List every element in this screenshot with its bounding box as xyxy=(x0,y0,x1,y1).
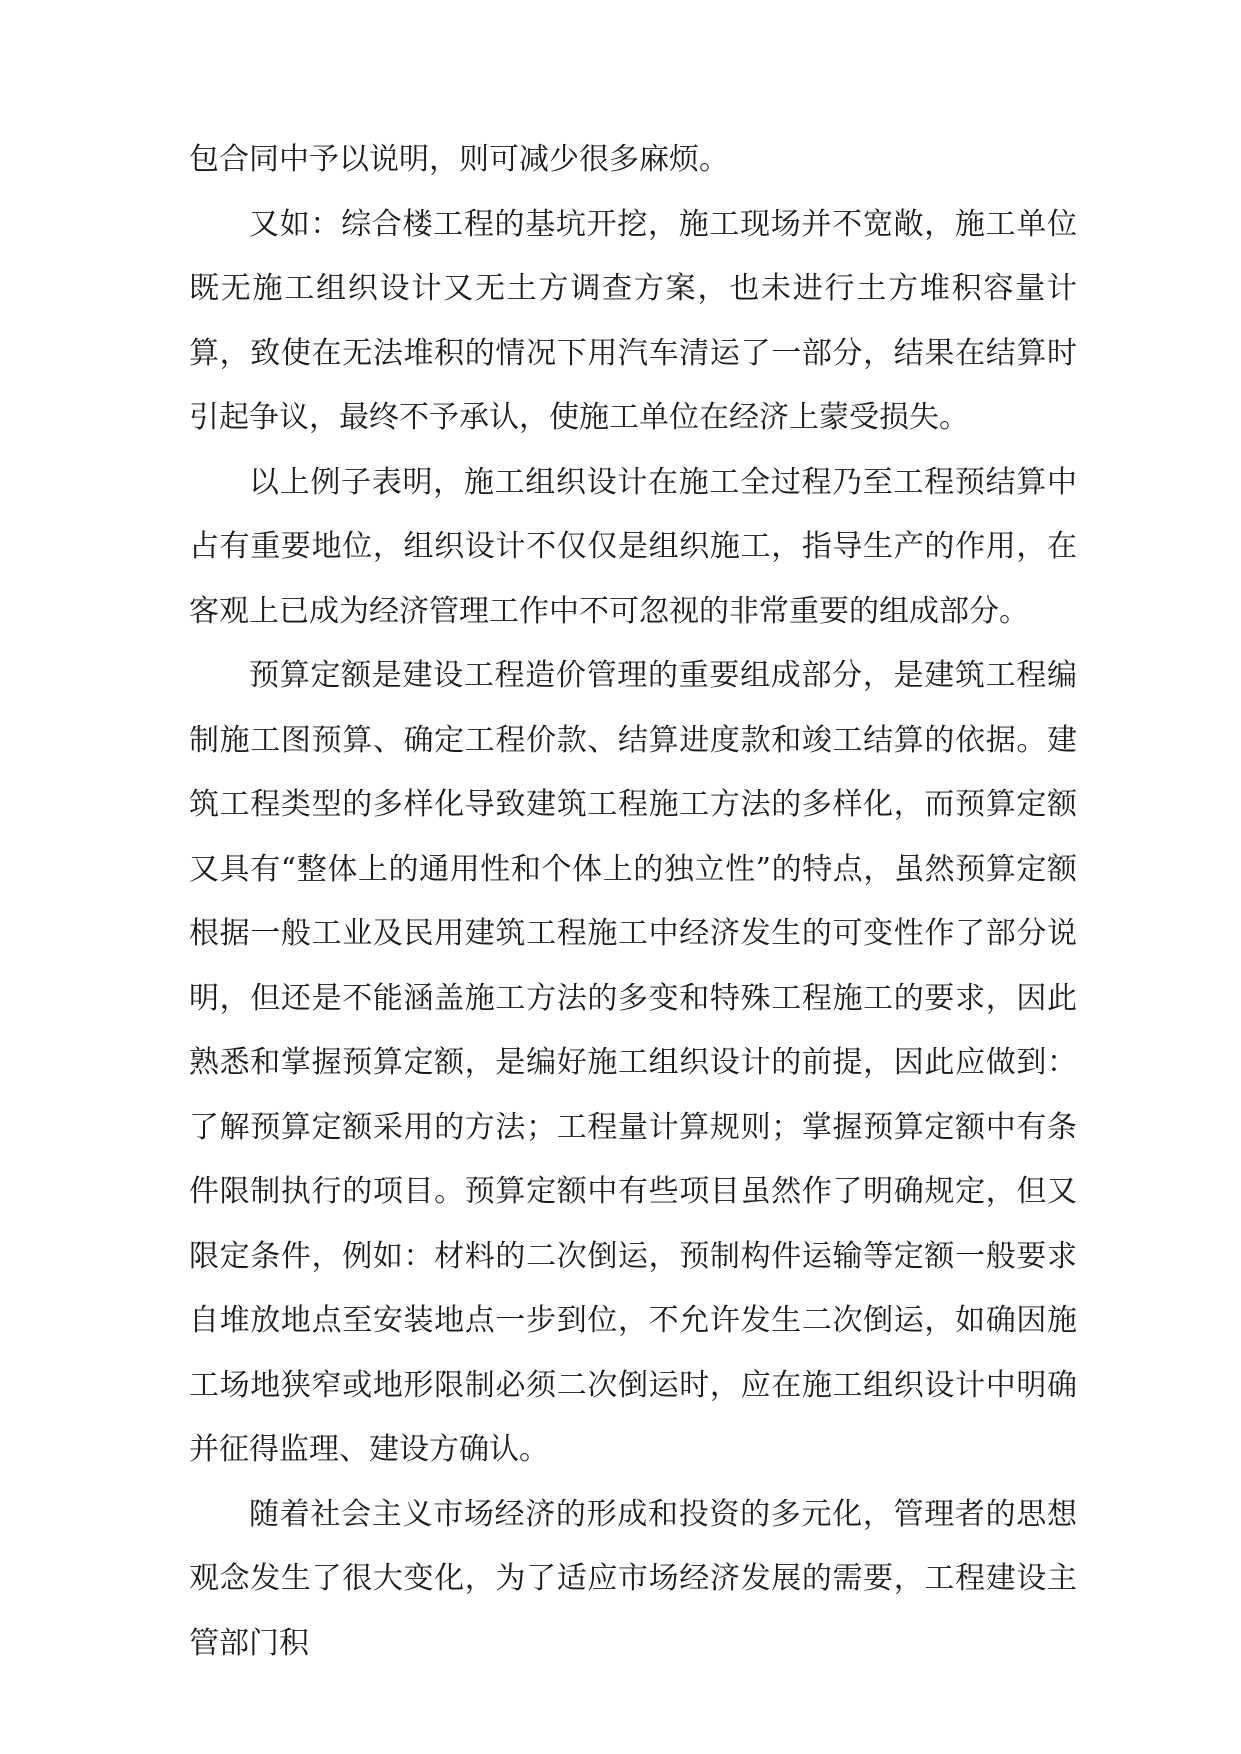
paragraph-5: 随着社会主义市场经济的形成和投资的多元化，管理者的思想观念发生了很大变化，为了适应市场经济发展的需要，工程建设主管部门积 xyxy=(189,1496,1077,1661)
paragraph-1: 包合同中予以说明，则可减少很多麻烦。 xyxy=(189,142,729,177)
paragraph-2: 又如：综合楼工程的基坑开挖，施工现场并不宽敞，施工单位既无施工组织设计又无土方调查方案，也未进行土方堆积容量计算，致使在无法堆积的情况下用汽车清运了一部分，结果在结算时引起争议，最终不予承认，使施工单位在经济上蒙受损失。 xyxy=(189,206,1077,435)
paragraph-3: 以上例子表明，施工组织设计在施工全过程乃至工程预结算中占有重要地位，组织设计不仅仅是组织施工，指导生产的作用，在客观上已成为经济管理工作中不可忽视的非常重要的组成部分。 xyxy=(189,464,1077,629)
paragraph-4: 预算定额是建设工程造价管理的重要组成部分，是建筑工程编制施工图预算、确定工程价款、结算进度款和竣工结算的依据。建筑工程类型的多样化导致建筑工程施工方法的多样化，而预算定额又具有“整体上的通用性和个体上的独立性”的特点，虽然预算定额根据一般工业及民用建筑工程施工中经济发生的可变性作了部分说明，但还是不能涵盖施工方法的多变和特殊工程施工的要求，因此熟悉和掌握预算定额，是编好施工组织设计的前提，因此应做到：了解预算定额采用的方法；工程量计算规则；掌握预算定额中有条件限制执行的项目。预算定额中有些项目虽然作了明确规定，但又限定条件，例如：材料的二次倒运，预制构件运输等定额一般要求自堆放地点至安装地点一步到位，不允许发生二次倒运，如确因施工场地狭窄或地形限制必须二次倒运时，应在施工组织设计中明确并征得监理、建设方确认。 xyxy=(189,658,1077,1467)
document-body xyxy=(189,128,1077,1676)
